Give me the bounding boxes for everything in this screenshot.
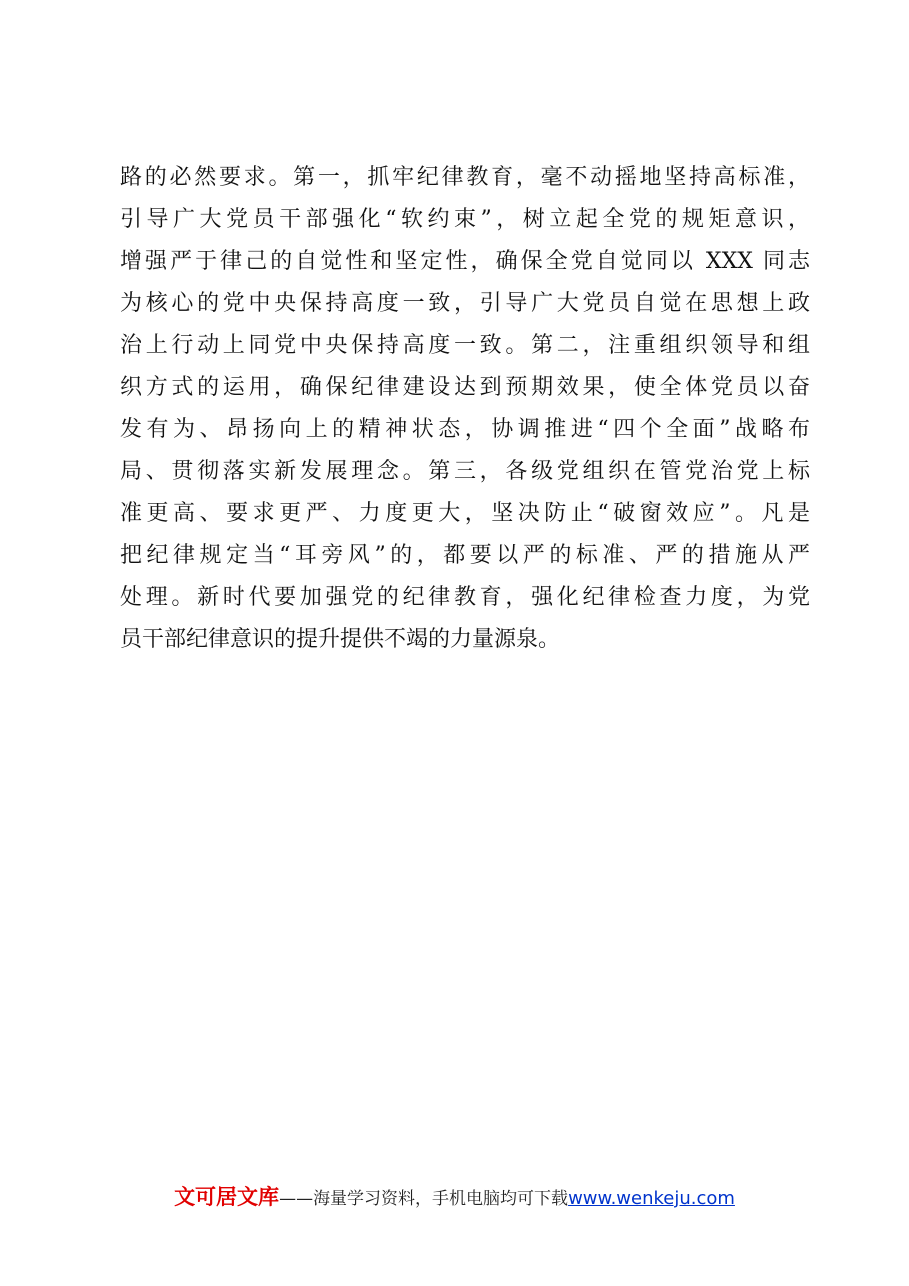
- paragraph-line-3: 增强严于律己的自觉性和坚定性，确保全党自觉同以 XXX 同志: [120, 249, 810, 274]
- paragraph-line-9: 准更高、要求更严、力度更大，坚决防止“破窗效应”。凡是: [120, 501, 810, 526]
- paragraph-line-12: 员干部纪律意识的提升提供不竭的力量源泉。: [120, 627, 561, 652]
- footer-watermark: [0, 1182, 909, 1214]
- paragraph-line-1: 路的必然要求。第一，抓牢纪律教育，毫不动摇地坚持高标准，: [120, 165, 810, 190]
- paragraph-line-4: 为核心的党中央保持高度一致，引导广大党员自觉在思想上政: [120, 291, 810, 316]
- paragraph-line-6: 织方式的运用，确保纪律建设达到预期效果，使全体党员以奋: [120, 375, 810, 400]
- footer-slogan: 海量学习资料，手机电脑均可下载: [313, 1189, 569, 1209]
- footer-dash: ——: [279, 1189, 314, 1209]
- paragraph-line-11: 处理。新时代要加强党的纪律教育，强化纪律检查力度，为党: [120, 585, 810, 610]
- paragraph-line-10: 把纪律规定当“耳旁风”的，都要以严的标准、严的措施从严: [120, 543, 810, 568]
- paragraph-line-5: 治上行动上同党中央保持高度一致。第二，注重组织领导和组: [120, 333, 810, 358]
- paragraph-line-8: 局、贯彻落实新发展理念。第三，各级党组织在管党治党上标: [120, 459, 810, 484]
- paragraph-line-7: 发有为、昂扬向上的精神状态，协调推进“四个全面”战略布: [120, 417, 810, 442]
- footer-brand: 文可居文库: [174, 1185, 280, 1209]
- paragraph-line-2: 引导广大党员干部强化“软约束”，树立起全党的规矩意识，: [120, 207, 810, 232]
- footer-website-link[interactable]: www.wenkeju.com: [568, 1188, 735, 1209]
- body-paragraph: [120, 157, 810, 661]
